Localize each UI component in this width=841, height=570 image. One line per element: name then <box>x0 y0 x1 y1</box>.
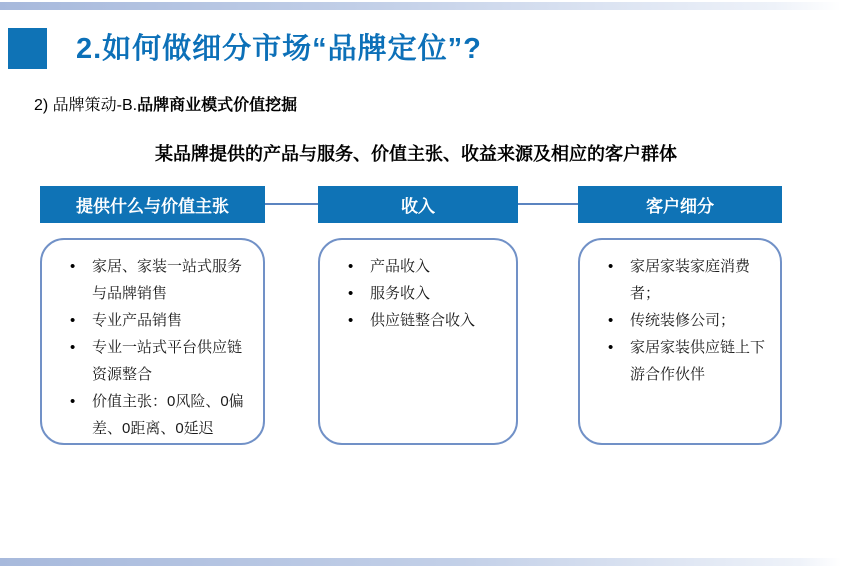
diagram-caption: 某品牌提供的产品与服务、价值主张、收益来源及相应的客户群体 <box>155 144 677 164</box>
list-item: • 专业产品销售 <box>68 307 251 334</box>
column-header-customer-segments: 客户细分 <box>578 186 782 223</box>
customer-segments-box <box>578 238 782 445</box>
connector-line-left <box>265 203 318 205</box>
list-item: • 专业一站式平台供应链资源整合 <box>68 334 251 388</box>
list-item: • 供应链整合收入 <box>346 307 504 334</box>
revenue-list <box>346 253 504 334</box>
list-item: • 家居、家装一站式服务与品牌销售 <box>68 253 251 307</box>
column-header-revenue: 收入 <box>318 186 518 223</box>
offering-list <box>68 253 251 442</box>
list-item: • 价值主张：0风险、0偏差、0距离、0延迟 <box>68 388 251 442</box>
connector-line-right <box>518 203 578 205</box>
list-item: • 服务收入 <box>346 280 504 307</box>
customer-segments-list <box>606 253 768 388</box>
top-accent-strip <box>0 2 841 10</box>
bottom-accent-strip <box>0 558 841 566</box>
subtitle-emphasis: 品牌商业模式价值挖掘 <box>137 97 298 114</box>
list-item: • 家居家装家庭消费者； <box>606 253 768 307</box>
list-item: • 传统装修公司； <box>606 307 768 334</box>
column-header-offering: 提供什么与价值主张 <box>40 186 265 223</box>
offering-box <box>40 238 265 445</box>
revenue-box <box>318 238 518 445</box>
title-accent-square <box>8 28 47 69</box>
list-item: • 家居家装供应链上下游合作伙伴 <box>606 334 768 388</box>
subtitle-prefix: 2) 品牌策动-B. <box>34 97 138 114</box>
list-item: • 产品收入 <box>346 253 504 280</box>
section-subtitle <box>34 92 297 115</box>
slide-title: 2.如何做细分市场“品牌定位”? <box>76 33 482 65</box>
